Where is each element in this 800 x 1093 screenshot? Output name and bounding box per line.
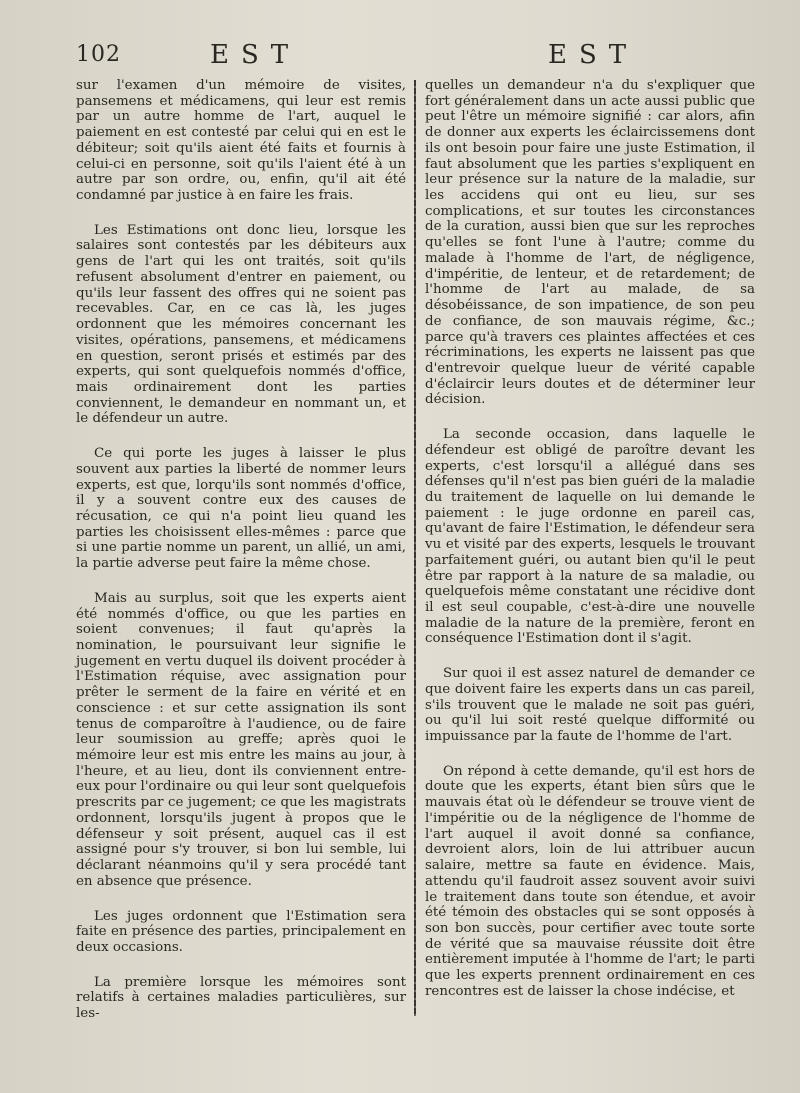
paragraph: La première lorsque les mémoires sont relatifs à certaines maladies particulières, sur les- [76,974,406,1022]
paragraph: Mais au surplus, soit que les experts aient été nommés d'office, ou que les parties en soient convenues; il faut qu'après la nomination, le poursuivant leur signifie le jugement en vertu duquel ils doivent procéder à l'Estimation réquise, avec assignation pour prêter le serment de la faire en vérité et en conscience : et sur cette assignation ils sont tenus de comparoître à l'audience, ou de faire leur soumission au greffe; après quoi le mémoire leur est mis entre les mains au jour, à l'heure, et au lieu, dont ils conviennent entre-eux pour l'ordinaire ou qui leur sont quelquefois prescrits par ce jugement; ce que les magistrats ordonnent, lorsqu'ils jugent à propos que le défenseur y soit présent, auquel cas il est assigné pour s'y trouver, si bon lui semble, lui déclarant néanmoins qu'il y sera procédé tant en absence que présence. [76,590,406,889]
running-head-left: EST [210,40,301,70]
page-number: 102 [76,42,121,67]
left-column [76,78,406,1022]
running-head-right: EST [548,40,639,70]
paragraph: Ce qui porte les juges à laisser le plus souvent aux parties la liberté de nommer leurs experts, est que, lorqu'ils sont nommés d'office, il y a souvent contre eux des causes de récusation, ce qui n'a point lieu quand les parties les choisissent elles-mêmes : parce que si une partie nomme un parent, un allié, un ami, la partie adverse peut faire la même chose. [76,446,406,572]
paragraph: Les Estimations ont donc lieu, lorsque les salaires sont contestés par les débiteurs aux gens de l'art qui les ont traités, soit qu'ils refusent absolument d'entrer en paiement, ou qu'ils leur fassent des offres qui ne soient pas recevables. Car, en ce cas là, les juges ordonnent que les mémoires concernant les visites, opérations, pansemens, et médicamens en question, seront prisés et estimés par des experts, qui sont quelquefois nommés d'office, mais ordinairement dont les parties conviennent, le demandeur en nommant un, et le défendeur un autre. [76,222,406,427]
paragraph: On répond à cette demande, qu'il est hors de doute que les experts, étant bien sûrs que le mauvais état où le défendeur se trouve vient de l'impéritie ou de la négligence de l'homme de l'art auquel il avoit donné sa confiance, devroient alors, loin de lui attribuer aucun salaire, mettre sa faute en évidence. Mais, attendu qu'il faudroit assez souvent avoir suivi le traitement dans toute son étendue, et avoir été témoin des obstacles qui se sont opposés à son bon succès, pour certifier avec toute sorte de vérité que sa mauvaise réussite doit être entièrement imputée à l'homme de l'art; le parti que les experts prennent ordinairement en ces rencontres est de laisser la chose indécise, et [425,763,755,999]
page-header [0,40,800,76]
paragraph: sur l'examen d'un mémoire de visites, pansemens et médicamens, qui leur est remis par un autre homme de l'art, auquel le paiement en est contesté par celui qui en est le débiteur; soit qu'ils aient été faits et fournis à celui-ci en personne, soit qu'ils l'aient été à un autre par son ordre, ou, enfin, qu'il ait été condamné par justice à en faire les frais. [76,78,406,204]
column-divider [414,80,416,1016]
paragraph: La seconde occasion, dans laquelle le défendeur est obligé de paroître devant les experts, c'est lorsqu'il a allégué dans ses défenses qu'il n'est pas bien guéri de la maladie du traitement de laquelle on lui demande le paiement : le juge ordonne en pareil cas, qu'avant de faire l'Estimation, le défendeur sera vu et visité par des experts, lesquels le trouvant parfaitement guéri, ou autant bien qu'il le peut être par rapport à la nature de sa maladie, ou quelquefois même constatant une récidive dont il est seul coupable, c'est-à-dire une nouvelle maladie de la nature de la première, feront en conséquence l'Estimation dont il s'agit. [425,427,755,647]
paragraph: Les juges ordonnent que l'Estimation sera faite en présence des parties, principalement en deux occasions. [76,908,406,955]
paragraph: quelles un demandeur n'a du s'expliquer que fort généralement dans un acte aussi public que peut l'être un mémoire signifié : car alors, afin de donner aux experts les éclaircissemens dont ils ont besoin pour faire une juste Estimation, il faut absolument que les parties s'expliquent en leur présence sur la nature de la maladie, sur les accidens qui ont eu lieu, sur ses complications, et sur toutes les circonstances de la curation, aussi bien que sur les reproches qu'elles se font l'une à l'autre; comme du malade à l'homme de l'art, de négligence, d'impéritie, de lenteur, et de retardement; de l'homme de l'art au malade, de sa désobéissance, de son impatience, de son peu de confiance, de son mauvais régime, &c.; parce qu'à travers ces plaintes affectées et ces récriminations, les experts ne laissent pas que d'entrevoir quelque lueur de vérité capable d'éclaircir leurs doutes et de déterminer leur décision. [425,78,755,408]
paragraph: Sur quoi il est assez naturel de demander ce que doivent faire les experts dans un cas pareil, s'ils trouvent que le malade ne soit pas guéri, ou qu'il lui soit resté quelque difformité ou impuissance par la faute de l'homme de l'art. [425,666,755,745]
right-column [425,78,755,1000]
